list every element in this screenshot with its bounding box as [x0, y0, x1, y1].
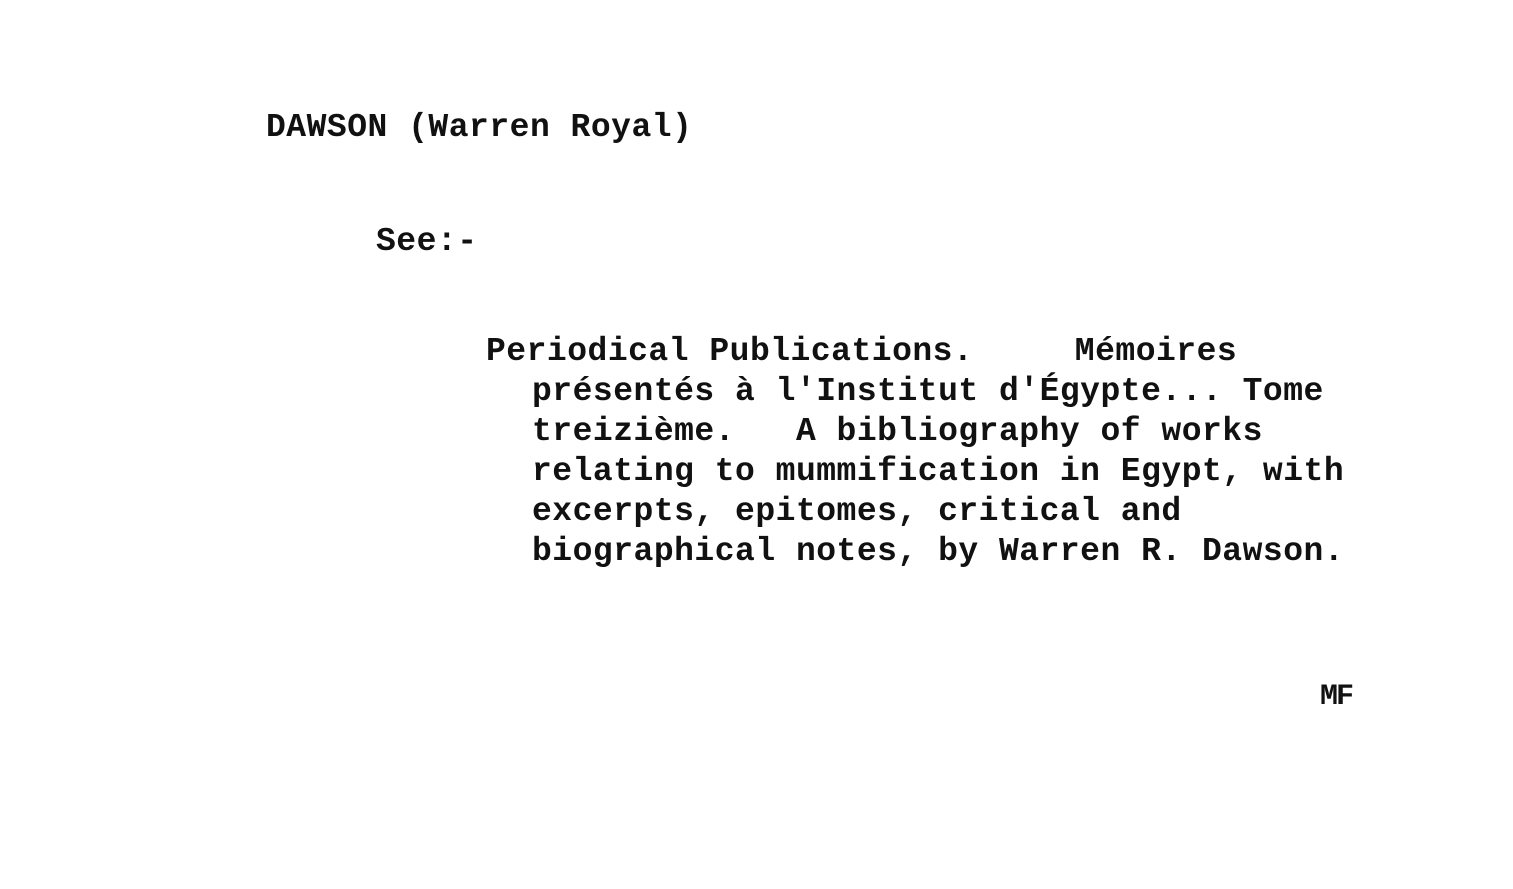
- entry-line: Periodical Publications. Mémoires: [486, 333, 1238, 370]
- entry-line: présentés à l'Institut d'Égypte... Tome: [532, 373, 1324, 410]
- entry-line: biographical notes, by Warren R. Dawson.: [532, 533, 1345, 570]
- entry-block: [486, 332, 1446, 572]
- corner-mark: MF: [1320, 680, 1353, 714]
- entry-line: relating to mummification in Egypt, with: [532, 453, 1345, 490]
- see-reference-label: See:-: [376, 223, 478, 260]
- entry-line: treizième. A bibliography of works: [532, 413, 1263, 450]
- entry-line: excerpts, epitomes, critical and: [532, 493, 1182, 530]
- card-heading: DAWSON (Warren Royal): [266, 109, 693, 146]
